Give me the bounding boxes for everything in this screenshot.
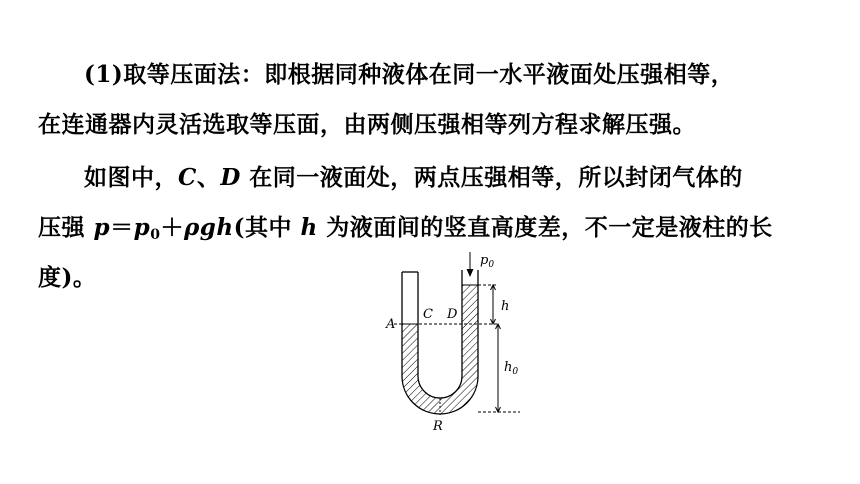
p0-arrow-head — [467, 269, 474, 277]
label-h0: $h_0$ — [504, 360, 519, 377]
label-D: D — [447, 307, 458, 322]
label-A: A — [386, 317, 396, 332]
paragraph-equal-pressure-method — [38, 50, 838, 150]
u-tube-inner-wall — [418, 270, 462, 398]
p2-line2: 压强 $p=p_0+\rho gh$(其中 h 为液面间的竖直高度差，不一定是液柱的长 — [38, 214, 773, 243]
p1-line1: (1)取等压面法：即根据同种液体在同一水平液面处压强相等， — [84, 61, 735, 88]
label-C: C — [423, 307, 433, 322]
p1-line2: 在连通器内灵活选取等压面，由两侧压强相等列方程求解压强。 — [38, 111, 696, 138]
u-tube-diagram — [380, 248, 530, 436]
label-h: h — [501, 299, 510, 314]
p2-line3: 度)。 — [38, 264, 97, 291]
label-p0: $p_0$ — [480, 253, 495, 270]
liquid-fill — [402, 285, 478, 414]
p2-line1: 如图中，C、D 在同一液面处，两点压强相等，所以封闭气体的 — [84, 164, 743, 191]
label-R: R — [433, 419, 443, 434]
